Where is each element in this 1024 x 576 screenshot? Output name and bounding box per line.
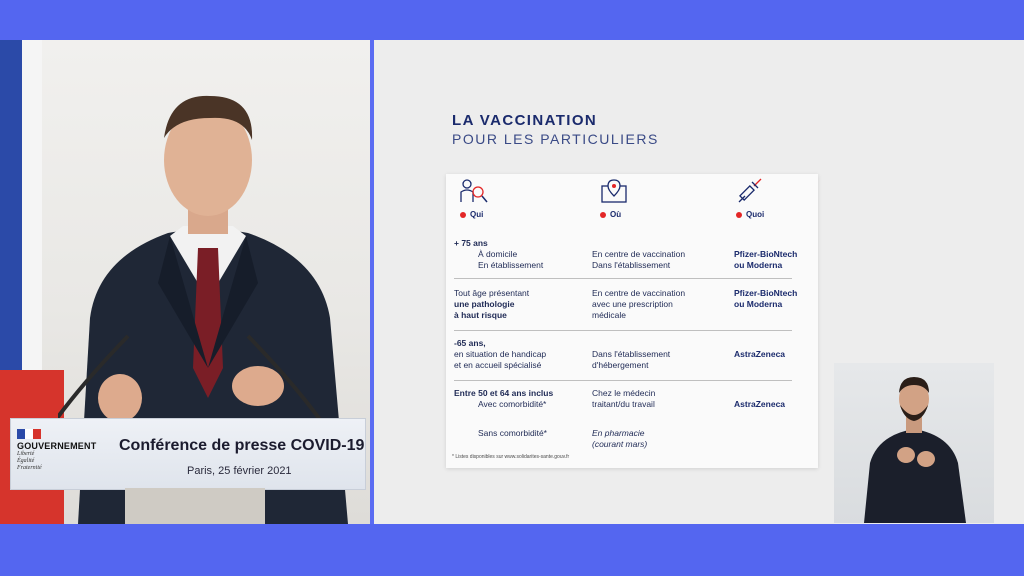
- bullet-dot: [600, 212, 606, 218]
- speaker-video-panel: [0, 40, 370, 524]
- location-map-icon: [600, 178, 628, 204]
- slide-title: [452, 112, 659, 147]
- marianne-flag-icon: [17, 429, 41, 439]
- top-frame-bar: [0, 0, 1024, 40]
- gov-motto-1: Liberté: [17, 451, 35, 457]
- bullet-dot: [736, 212, 742, 218]
- row1-what-1: Pfizer-BioNtech: [734, 249, 798, 259]
- slide-title-line1: LA VACCINATION: [452, 112, 598, 129]
- syringe-icon: [736, 178, 764, 204]
- column-header-what: [736, 178, 856, 219]
- interpreter-figure: [834, 363, 994, 523]
- row2-who-3: à haut risque: [454, 310, 507, 320]
- row3-where-1: Dans l'établissement: [592, 349, 671, 359]
- podium-banner: [10, 418, 366, 490]
- gov-motto-3: Fraternité: [17, 465, 42, 471]
- government-logo: [17, 429, 112, 489]
- row5-where-2: (courant mars): [592, 439, 648, 449]
- row2-where-3: médicale: [592, 310, 627, 320]
- column-header-who: [460, 178, 580, 219]
- row4-who-1: Entre 50 et 64 ans inclus: [454, 388, 554, 398]
- row4-who-2: Avec comorbidité*: [478, 399, 547, 409]
- row5-where-1: En pharmacie: [592, 428, 645, 438]
- row3-where-2: d'hébergement: [592, 360, 649, 370]
- row2-where-2: avec une prescription: [592, 299, 673, 309]
- row1-who-3: En établissement: [478, 260, 544, 270]
- row1-who-1: + 75 ans: [454, 238, 488, 248]
- row-divider: [454, 380, 792, 381]
- bullet-dot: [460, 212, 466, 218]
- row3-who-3: et en accueil spécialisé: [454, 360, 542, 370]
- conference-date: Paris, 25 février 2021: [187, 465, 292, 477]
- row2-who-1: Tout âge présentant: [454, 288, 530, 298]
- row3-who-1: -65 ans,: [454, 338, 486, 348]
- row1-where-1: En centre de vaccination: [592, 249, 686, 259]
- table-footnote: * Listes disponibles sur www.solidarites-sante.gouv.fr: [452, 454, 570, 460]
- podium-base: [125, 488, 265, 524]
- row2-what-2: ou Moderna: [734, 299, 783, 309]
- people-search-icon: [460, 178, 488, 204]
- row3-who-2: en situation de handicap: [454, 349, 547, 359]
- row1-who-2: À domicile: [478, 249, 518, 259]
- column-header-where: [600, 178, 720, 219]
- row2-who-2: une pathologie: [454, 299, 515, 309]
- conference-title: Conférence de presse COVID-19: [119, 437, 365, 454]
- column-label-where: Où: [610, 210, 622, 219]
- row1-where-2: Dans l'établissement: [592, 260, 671, 270]
- slide-title-line2: POUR LES PARTICULIERS: [452, 131, 659, 147]
- row4-where-1: Chez le médecin: [592, 388, 656, 398]
- row5-who-1: Sans comorbidité*: [478, 428, 547, 438]
- row4-where-2: traitant/du travail: [592, 399, 655, 409]
- gov-name: GOUVERNEMENT: [17, 441, 97, 451]
- column-label-who: Qui: [470, 210, 484, 219]
- row1-what-2: ou Moderna: [734, 260, 783, 270]
- sign-language-interpreter-video: [834, 363, 994, 523]
- row2-where-1: En centre de vaccination: [592, 288, 686, 298]
- column-label-what: Quoi: [746, 210, 765, 219]
- row3-what-1: AstraZeneca: [734, 349, 786, 359]
- vaccination-table: [446, 174, 818, 468]
- row-divider: [454, 330, 792, 331]
- row-divider: [454, 278, 792, 279]
- row2-what-1: Pfizer-BioNtech: [734, 288, 798, 298]
- row4-what-1: AstraZeneca: [734, 399, 786, 409]
- gov-motto-2: Égalité: [17, 458, 35, 464]
- bottom-frame-bar: [0, 524, 1024, 576]
